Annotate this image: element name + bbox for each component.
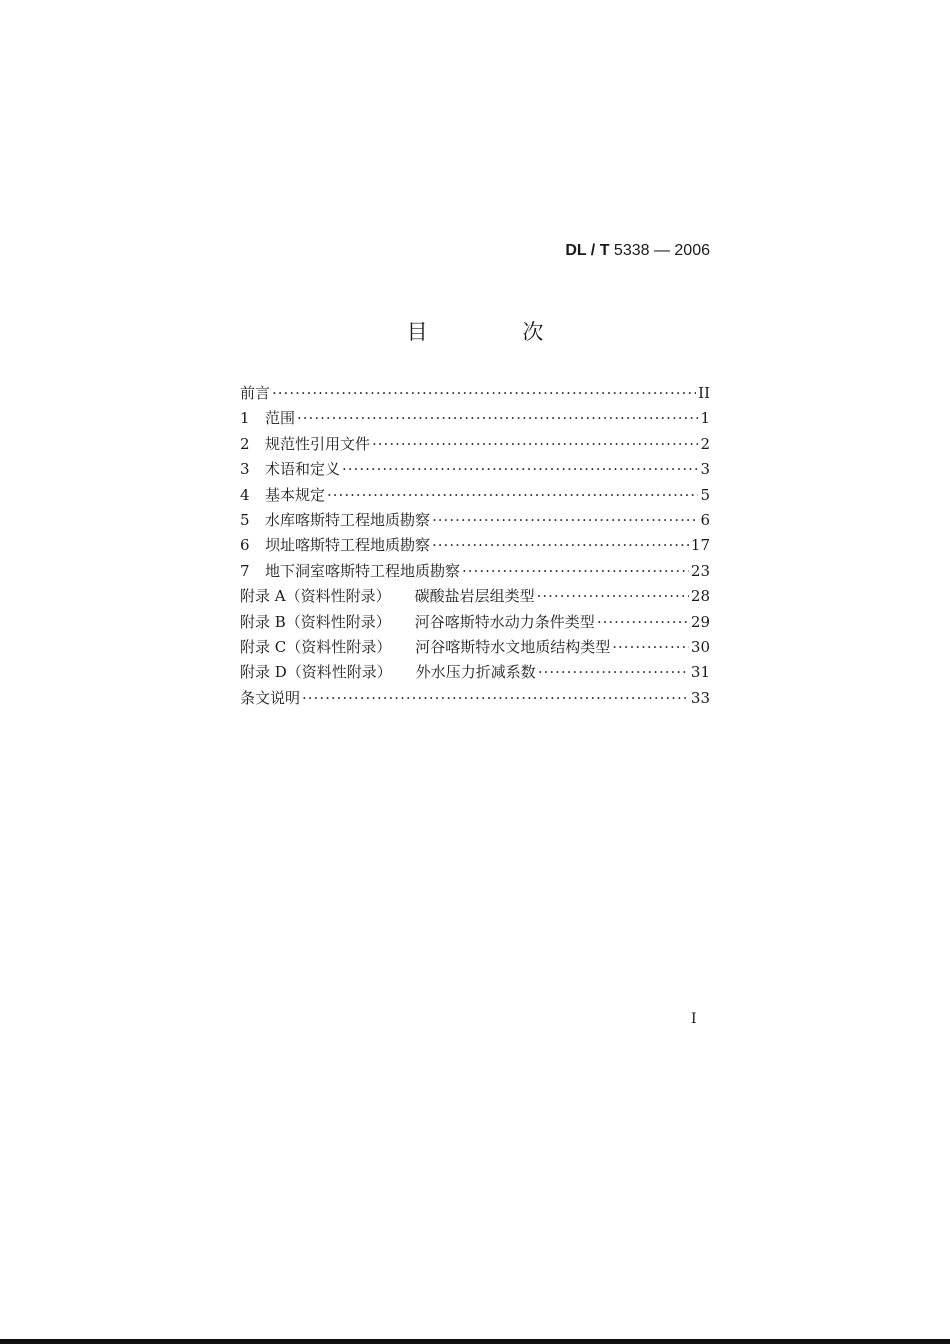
toc-entry-page-number: 30	[690, 637, 710, 656]
toc-entry[interactable]	[240, 433, 710, 458]
toc-entry-page-number: 33	[690, 688, 710, 707]
toc-entry-label: 规范性引用文件	[265, 434, 371, 453]
toc-entry-page-number: 2	[700, 434, 710, 453]
toc-entry-dot-leader	[538, 663, 689, 681]
toc-entry-dot-leader	[597, 613, 689, 631]
toc-entry-appendix-tag: 附录 B（资料性附录）	[240, 612, 391, 631]
toc-entry[interactable]	[240, 382, 710, 407]
toc-entry-appendix-tag: 附录 C（资料性附录）	[240, 637, 392, 656]
toc-entry-label: 河谷喀斯特水文地质结构类型	[415, 637, 611, 656]
toc-entry-page-number: 5	[700, 485, 710, 504]
toc-entry-label: 地下洞室喀斯特工程地质勘察	[265, 561, 461, 580]
toc-entry-dot-leader	[537, 587, 689, 605]
toc-list	[240, 382, 710, 712]
toc-entry-label: 河谷喀斯特水动力条件类型	[414, 612, 595, 631]
toc-entry[interactable]	[240, 534, 710, 559]
toc-entry[interactable]	[240, 484, 710, 509]
toc-entry-label: 条文说明	[240, 688, 301, 707]
toc-entry-dot-leader	[327, 486, 698, 504]
toc-entry-dot-leader	[297, 409, 698, 427]
toc-entry-label: 范围	[265, 409, 296, 428]
toc-entry[interactable]	[240, 585, 710, 610]
toc-entry-page-number: 3	[700, 460, 710, 479]
toc-entry[interactable]	[240, 636, 710, 661]
toc-entry[interactable]	[240, 661, 710, 686]
toc-entry-page-number: II	[698, 384, 710, 402]
toc-entry-label: 碳酸盐岩层组类型	[414, 587, 535, 606]
toc-entry-dot-leader	[272, 384, 696, 402]
toc-entry-page-number: 29	[690, 612, 710, 631]
toc-entry-number: 1	[240, 409, 250, 428]
toc-entry-dot-leader	[342, 460, 698, 478]
toc-entry-number: 4	[240, 485, 250, 504]
bottom-rule	[0, 1339, 950, 1344]
toc-entry-page-number: 6	[700, 510, 710, 529]
toc-entry-dot-leader	[302, 689, 689, 707]
toc-entry-page-number: 17	[690, 536, 710, 555]
toc-entry-label: 术语和定义	[265, 460, 341, 479]
toc-entry[interactable]	[240, 509, 710, 534]
toc-entry-number: 7	[240, 561, 250, 580]
page-folio: I	[691, 1011, 697, 1027]
document-code-number: 5338 — 2006	[613, 242, 710, 259]
toc-entry-dot-leader	[372, 435, 698, 453]
toc-entry-page-number: 1	[700, 409, 710, 428]
toc-entry-number: 6	[240, 536, 250, 555]
toc-entry-appendix-tag: 附录 D（资料性附录）	[240, 663, 392, 682]
toc-entry[interactable]	[240, 560, 710, 585]
toc-entry-page-number: 31	[690, 663, 710, 682]
toc-entry[interactable]	[240, 407, 710, 432]
document-code	[565, 242, 710, 260]
toc-entry-dot-leader	[612, 638, 689, 656]
toc-entry-dot-leader	[432, 511, 698, 529]
toc-entry-label: 外水压力折减系数	[415, 663, 536, 682]
toc-entry-label: 坝址喀斯特工程地质勘察	[265, 536, 431, 555]
toc-entry-appendix-tag: 附录 A（资料性附录）	[240, 587, 391, 606]
toc-entry-dot-leader	[432, 536, 689, 554]
toc-entry-label: 前言	[240, 384, 271, 402]
toc-entry-number: 2	[240, 434, 250, 453]
toc-entry-label: 水库喀斯特工程地质勘察	[265, 510, 431, 529]
toc-entry-number: 3	[240, 460, 250, 479]
toc-entry-dot-leader	[462, 562, 689, 580]
toc-entry-number: 5	[240, 510, 250, 529]
toc-entry-label: 基本规定	[265, 485, 326, 504]
toc-entry[interactable]	[240, 611, 710, 636]
toc-title: 目 次	[406, 320, 588, 344]
toc-entry-page-number: 23	[690, 561, 710, 580]
toc-entry-page-number: 28	[690, 587, 710, 606]
document-code-prefix: DL / T	[565, 242, 610, 259]
toc-entry[interactable]	[240, 458, 710, 483]
toc-entry[interactable]	[240, 687, 710, 712]
